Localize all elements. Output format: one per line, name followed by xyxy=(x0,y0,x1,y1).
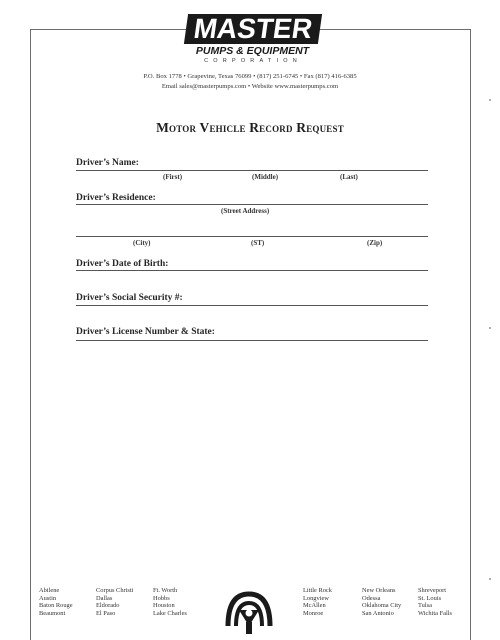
logo-subtitle: PUMPS & EQUIPMENT xyxy=(195,45,310,57)
city-caption: (City) xyxy=(133,239,151,247)
first-name-caption: (First) xyxy=(163,173,183,181)
city-name: Shreveport xyxy=(418,587,447,594)
license-number-label: Driver’s License Number & State: xyxy=(76,327,215,337)
city-name: Lake Charles xyxy=(153,609,187,617)
city-column xyxy=(153,587,187,617)
city-name: Ft. Worth xyxy=(153,587,178,594)
middle-name-caption: (Middle) xyxy=(252,173,279,181)
city-state-zip-line[interactable] xyxy=(76,236,428,237)
city-name: Abilene xyxy=(39,587,60,594)
city-name: Odessa xyxy=(362,594,381,602)
city-column xyxy=(39,587,73,617)
city-name: McAllen xyxy=(303,602,326,610)
city-name: St. Louis xyxy=(418,594,442,602)
city-name: Oklahoma City xyxy=(362,602,402,610)
city-name: Austin xyxy=(39,594,57,602)
zip-caption: (Zip) xyxy=(367,239,383,247)
city-name: Corpus Christi xyxy=(96,587,134,594)
city-name: Houston xyxy=(153,602,175,610)
date-of-birth-label: Driver’s Date of Birth: xyxy=(76,259,169,269)
date-of-birth-line[interactable] xyxy=(76,270,428,271)
city-column xyxy=(362,587,401,617)
city-column xyxy=(96,587,133,617)
scan-speck xyxy=(489,578,491,580)
license-number-line[interactable] xyxy=(76,340,428,341)
social-security-line[interactable] xyxy=(76,305,428,306)
city-name: Longview xyxy=(303,594,329,602)
city-name: El Paso xyxy=(96,609,116,617)
contact-line: Email sales@masterpumps.com • Website www.masterpumps.com xyxy=(161,83,339,90)
state-caption: (ST) xyxy=(251,239,265,247)
scan-speck xyxy=(489,99,491,101)
street-address-line[interactable] xyxy=(76,204,428,205)
city-name: Beaumont xyxy=(39,609,66,617)
city-name: New Orleans xyxy=(362,587,396,594)
city-name: Monroe xyxy=(303,609,324,617)
city-name: San Antonio xyxy=(362,609,394,617)
city-column xyxy=(418,587,452,617)
driver-name-label: Driver’s Name: xyxy=(76,158,139,168)
driver-name-line[interactable] xyxy=(76,170,428,171)
scan-speck xyxy=(489,327,491,329)
address-line: P.O. Box 1778 • Grapevine, Texas 76099 • (817) 251-6745 • Fax (817) 416-6385 xyxy=(143,73,357,80)
city-name: Baton Rouge xyxy=(39,602,73,610)
city-name: Hobbs xyxy=(153,594,170,602)
logo-corporation: CORPORATION xyxy=(204,58,302,64)
driver-residence-label: Driver’s Residence: xyxy=(76,193,156,203)
form-title: Motor Vehicle Record Request xyxy=(156,120,344,135)
street-address-caption: (Street Address) xyxy=(221,207,270,215)
city-name: Eldorado xyxy=(96,602,120,610)
city-name: Little Rock xyxy=(303,587,332,594)
company-logo: MASTER xyxy=(184,14,322,44)
city-name: Wichita Falls xyxy=(418,609,452,617)
pump-emblem-icon xyxy=(224,586,274,636)
city-name: Tulsa xyxy=(418,602,432,610)
city-column xyxy=(303,587,332,617)
social-security-label: Driver’s Social Security #: xyxy=(76,293,183,303)
city-name: Dallas xyxy=(96,594,113,602)
last-name-caption: (Last) xyxy=(340,173,358,181)
